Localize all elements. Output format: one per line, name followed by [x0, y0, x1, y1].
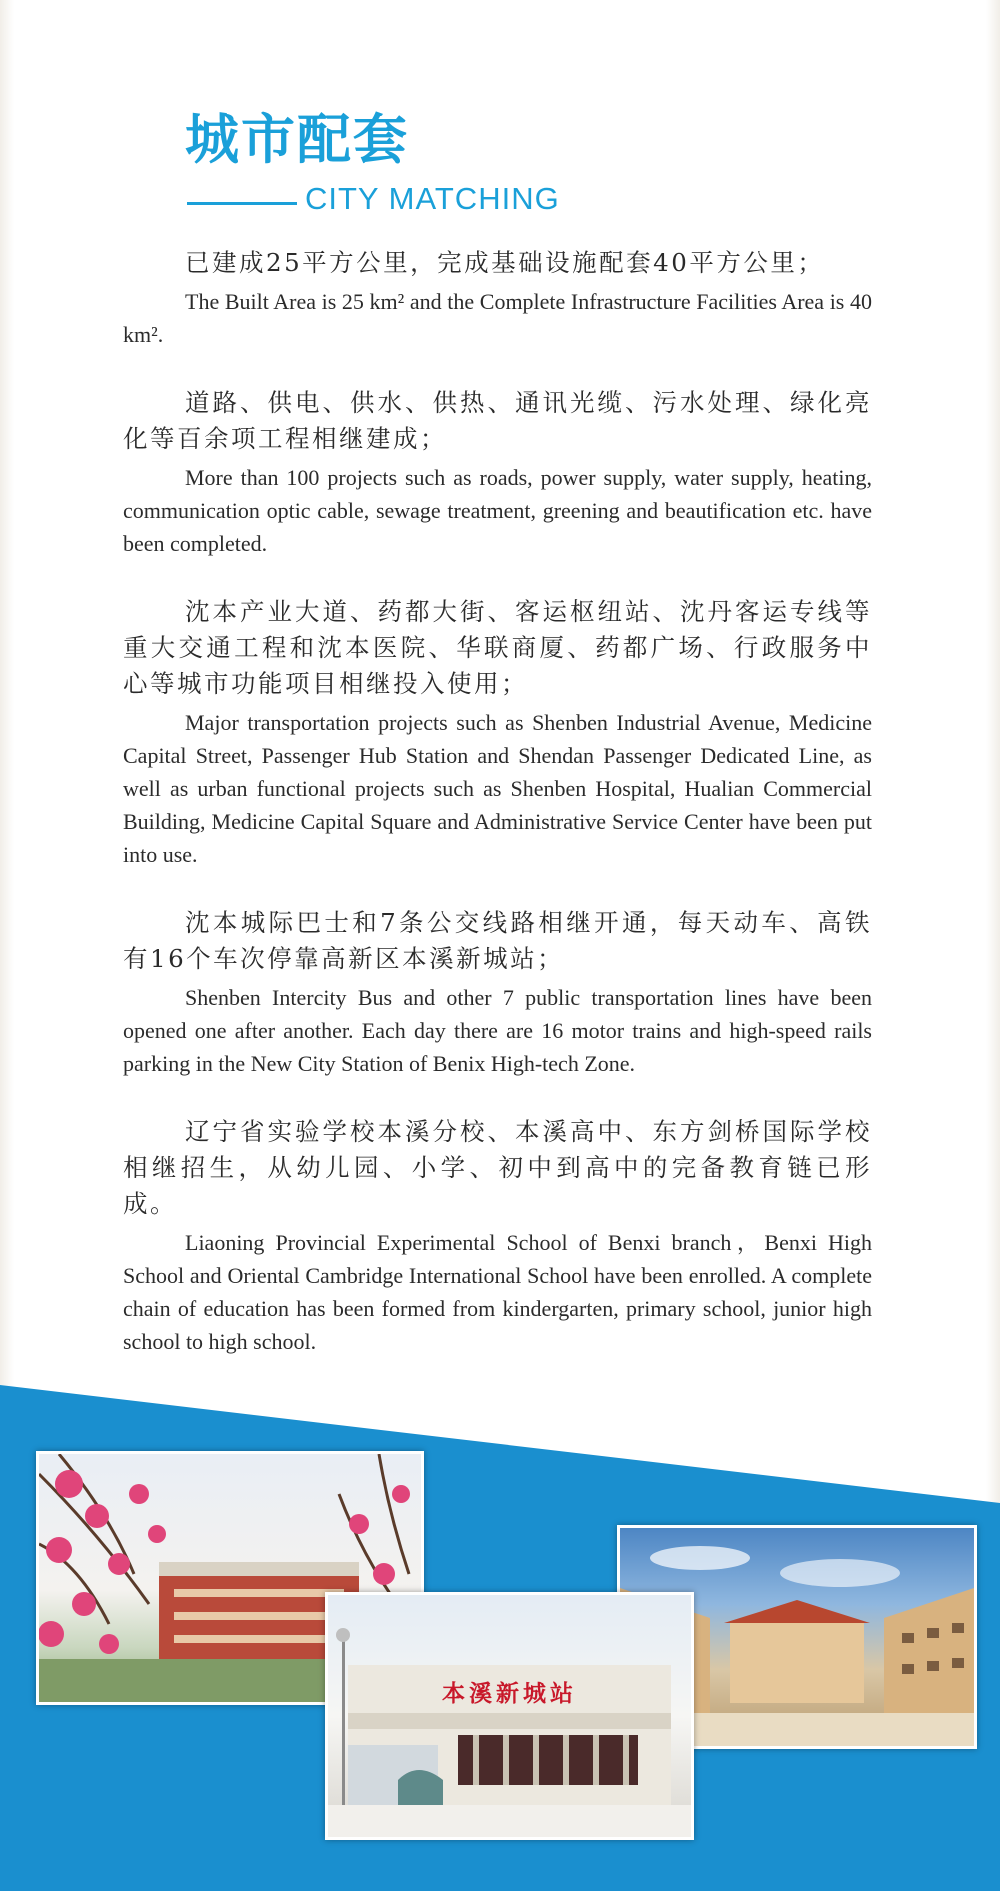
title-divider — [187, 202, 297, 205]
paragraph-en: Liaoning Provincial Experimental School of Benxi branch，Benxi High School and Oriental Cambridge International School have been enrolled. A complete chain of education has been formed from kindergarten, primary school, junior high school to high school. — [123, 1230, 872, 1354]
paragraph-cn: 已建成25平方公里，完成基础设施配套40平方公里； — [185, 248, 825, 277]
photo-benxi-new-city-station — [325, 1592, 694, 1840]
paragraph-en: The Built Area is 25 km² and the Complete Infrastructure Facilities Area is 40 km². — [123, 289, 872, 347]
paragraph-education — [123, 1114, 872, 1358]
paragraph-cn: 沈本城际巴士和7条公交线路相继开通，每天动车、高铁有16个车次停靠高新区本溪新城站； — [123, 908, 872, 973]
paragraph-cn: 辽宁省实验学校本溪分校、本溪高中、东方剑桥国际学校相继招生，从幼儿园、小学、初中到高中的完备教育链已形成。 — [123, 1117, 872, 1218]
paragraph-bus-rail — [123, 905, 872, 1080]
photo-station-illustration — [328, 1595, 691, 1837]
paragraph-cn: 沈本产业大道、药都大街、客运枢纽站、沈丹客运专线等重大交通工程和沈本医院、华联商厦、药都广场、行政服务中心等城市功能项目相继投入使用； — [123, 597, 872, 698]
paragraph-en: Shenben Intercity Bus and other 7 public transportation lines have been opened one after another. Each day there are 16 motor trains and high-speed rails parking in the New City Station of Benix High-tech Zone. — [123, 985, 872, 1076]
paragraph-projects — [123, 385, 872, 560]
page-title-en: CITY MATCHING — [305, 181, 560, 216]
paragraph-en: More than 100 projects such as roads, power supply, water supply, heating, communication optic cable, sewage treatment, greening and beautification etc. have been completed. — [123, 465, 872, 556]
paragraph-transportation — [123, 594, 872, 871]
paragraph-infrastructure-area — [123, 245, 872, 351]
paragraph-en: Major transportation projects such as Shenben Industrial Avenue, Medicine Capital Street, Passenger Hub Station and Shendan Passenger Dedicated Line, as well as urban functional projects such as Shenben Hospital, Hualian Commercial Building, Medicine Capital Square and Administrative Service Center have been put into use. — [123, 710, 872, 867]
station-sign: 本溪新城站 — [442, 1680, 577, 1707]
content-body — [123, 245, 872, 1392]
page-title-cn: 城市配套 — [185, 107, 409, 171]
paragraph-cn: 道路、供电、供水、供热、通讯光缆、污水处理、绿化亮化等百余项工程相继建成； — [123, 388, 872, 453]
